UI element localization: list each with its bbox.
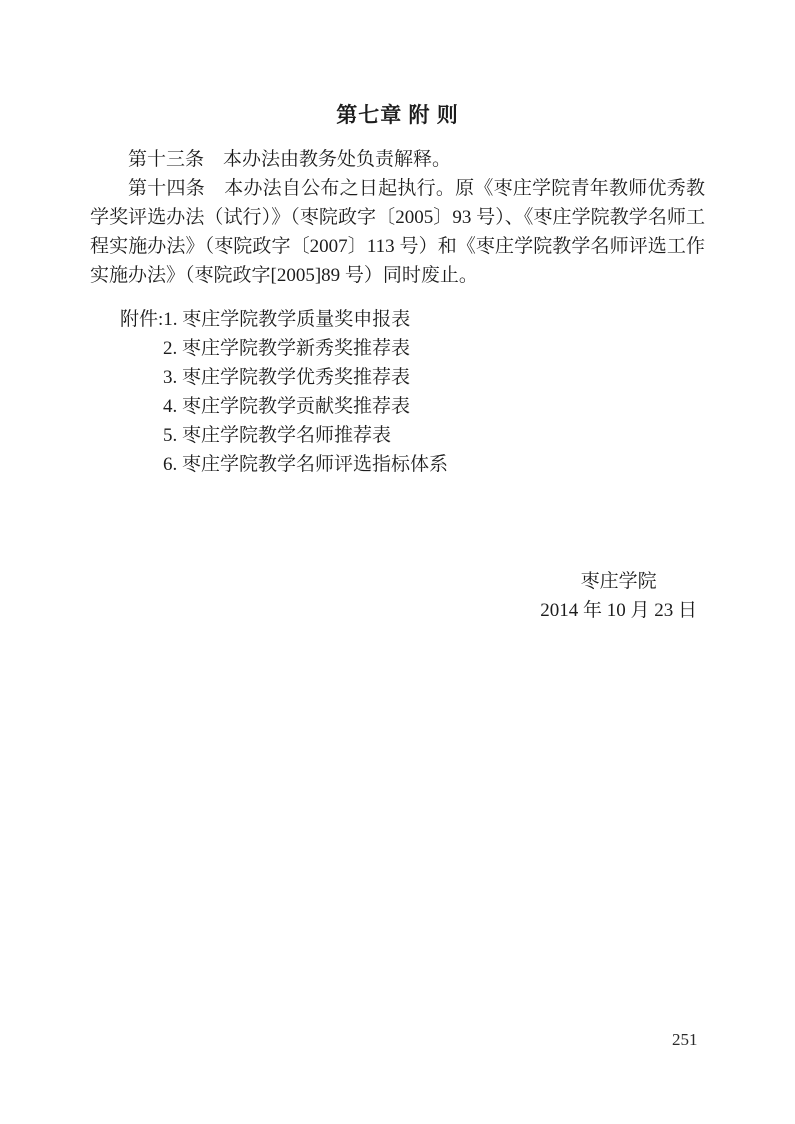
attachment-item-2: 2. 枣庄学院教学新秀奖推荐表: [163, 338, 411, 359]
signature-organization: 枣庄学院: [580, 571, 657, 592]
attachments-label: 附件:: [120, 309, 164, 330]
signature-block: [540, 567, 697, 625]
attachment-item-5: 5. 枣庄学院教学名师推荐表: [163, 425, 392, 446]
attachment-line: [90, 305, 705, 334]
chapter-title: 第七章 附 则: [336, 103, 459, 127]
attachment-item-6: 6. 枣庄学院教学名师评选指标体系: [163, 454, 449, 475]
page-number: 251: [672, 1030, 698, 1049]
attachments-list: [90, 305, 705, 479]
paragraph-article-14: 第十四条 本办法自公布之日起执行。原《枣庄学院青年教师优秀教学奖评选办法（试行）》（枣院政字〔2005〕93 号）、《枣庄学院教学名师工程实施办法》（枣院政字〔2007〕113 号）和《枣庄学院教学名师评选工作实施办法》（枣院政字[2005]89 号）同时废止。: [90, 178, 705, 286]
attachment-item-4: 4. 枣庄学院教学贡献奖推荐表: [163, 396, 411, 417]
signature-date: 2014 年 10 月 23 日: [540, 600, 697, 621]
paragraph-article-13: 第十三条 本办法由教务处负责解释。: [128, 149, 452, 170]
attachment-item-1: 1. 枣庄学院教学质量奖申报表: [163, 309, 411, 330]
attachment-item-3: 3. 枣庄学院教学优秀奖推荐表: [163, 367, 411, 388]
